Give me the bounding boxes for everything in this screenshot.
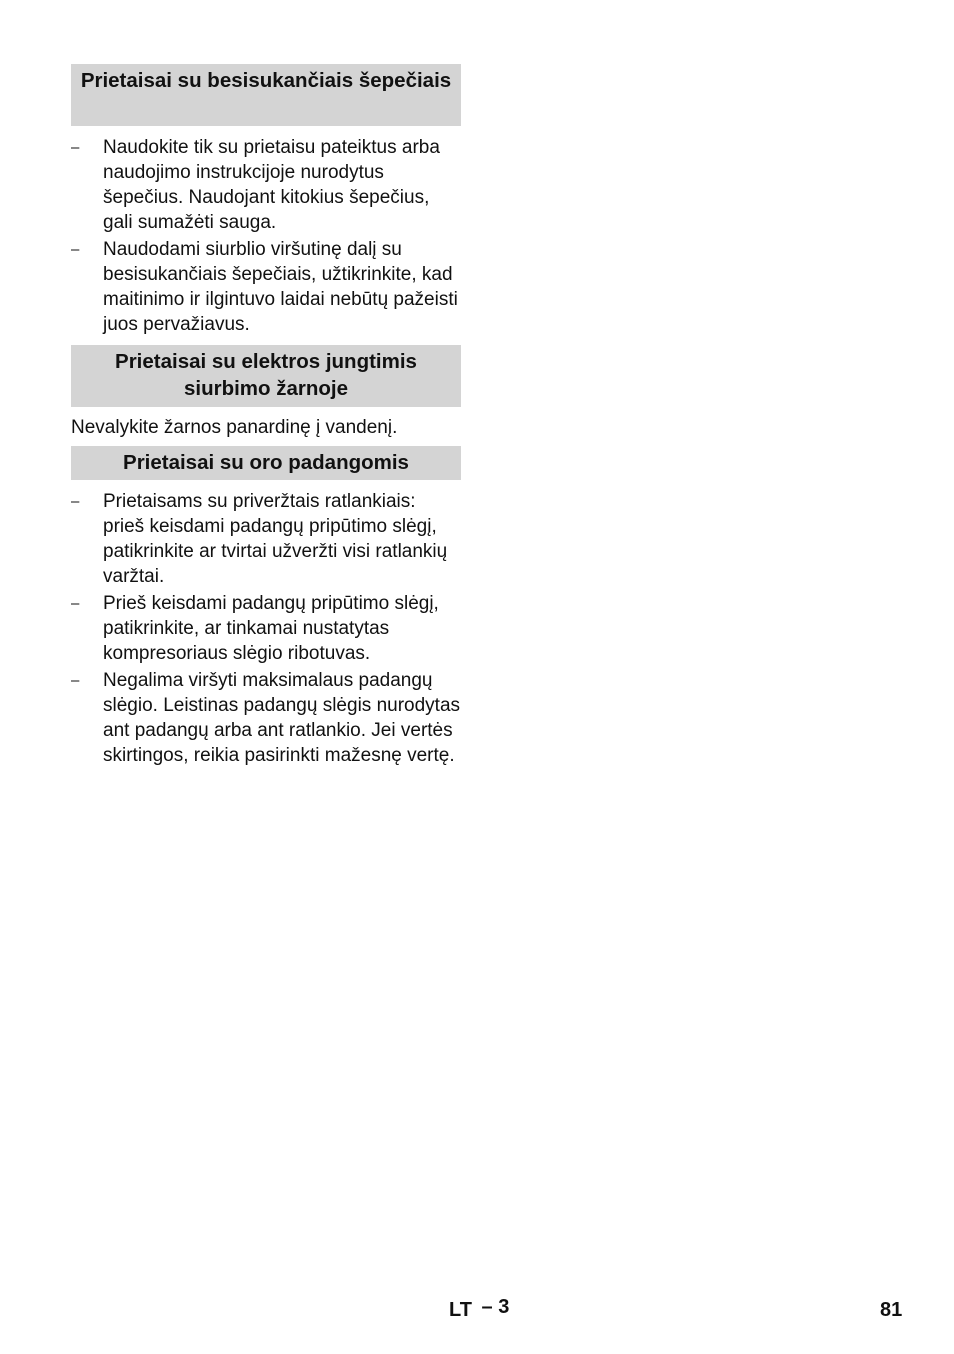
bullet-dash: – [71,493,80,510]
section-heading-rotating-brushes: Prietaisai su besisukančiais šepečiais [71,64,461,126]
footer-page-number: 81 [880,1299,903,1321]
pneumatic-tyres-list [71,489,461,768]
list-item [71,135,461,235]
section-heading-pneumatic-tyres: Prietaisai su oro padangomis [71,446,461,480]
section-heading-electrical-hose: Prietaisai su elektros jungtimis siurbimo žarnoje [71,345,461,407]
footer-section-page: – 3 [481,1296,510,1318]
footer-language: LT [449,1299,472,1321]
footer-language-section [449,1298,509,1322]
list-item [71,668,461,768]
bullet-dash: – [71,595,80,612]
list-item-text: Prieš keisdami padangų pripūtimo slėgį, patikrinkite, ar tinkamai nustatytas kompresoriaus slėgio ribotuvas. [103,593,439,664]
rotating-brushes-list [71,135,461,337]
bullet-dash: – [71,672,80,689]
bullet-dash: – [71,241,80,258]
list-item [71,489,461,589]
list-item [71,237,461,337]
electrical-hose-paragraph: Nevalykite žarnos panardinę į vandenį. [71,417,398,438]
list-item-text: Naudodami siurblio viršutinę dalį su besisukančiais šepečiais, užtikrinkite, kad maitinimo ir ilgintuvo laidai nebūtų pažeisti juos pervažiavus. [103,239,458,335]
list-item [71,591,461,666]
list-item-text: Naudokite tik su prietaisu pateiktus arba naudojimo instrukcijoje nurodytus šepečius. Naudojant kitokius šepečius, gali sumažėti sauga. [103,137,440,233]
main-column [71,64,461,770]
list-item-text: Negalima viršyti maksimalaus padangų slėgio. Leistinas padangų slėgis nurodytas ant padangų arba ant ratlankio. Jei vertės skirtingos, reikia pasirinkti mažesnę vertę. [103,670,461,766]
bullet-dash: – [71,139,80,156]
list-item-text: Prietaisams su priveržtais ratlankiais: prieš keisdami padangų pripūtimo slėgį, patikrinkite ar tvirtai užveržti visi ratlankių varžtai. [103,491,448,587]
